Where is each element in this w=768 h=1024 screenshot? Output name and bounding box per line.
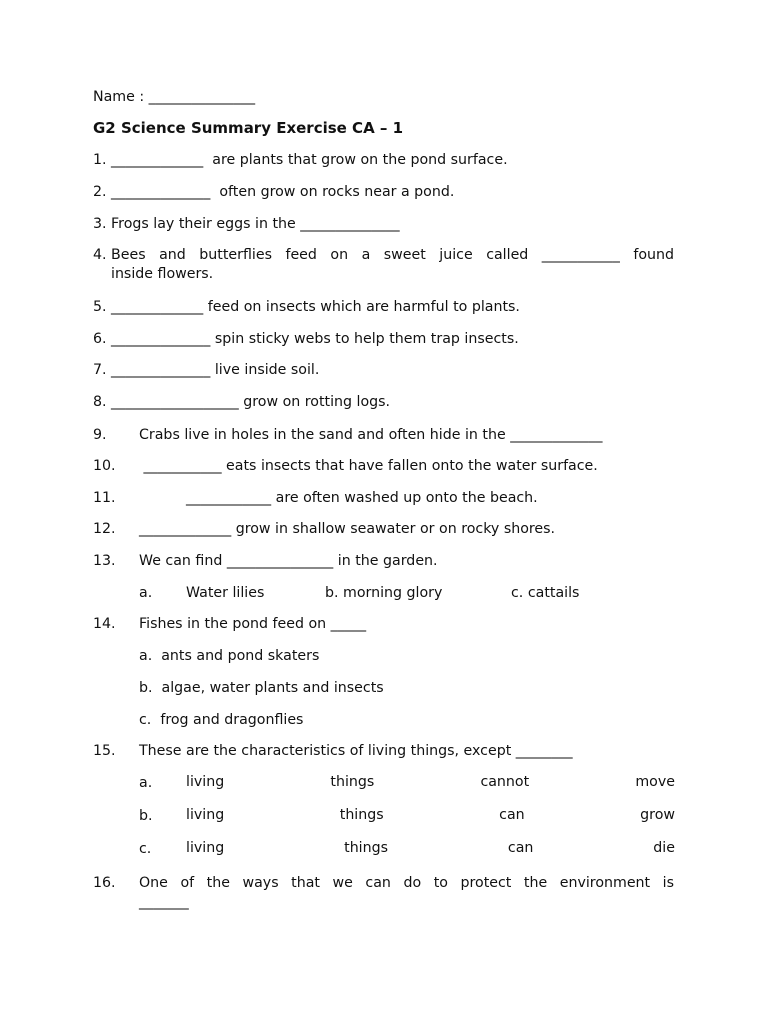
option-a (186, 774, 675, 790)
worksheet-title: G2 Science Summary Exercise CA – 1 (93, 119, 404, 137)
question-number: 16. (93, 875, 116, 891)
option-word: move (635, 774, 675, 790)
question-number: 12. (93, 521, 116, 537)
option-word: cannot (480, 774, 530, 790)
option-letter: a. (139, 775, 153, 791)
option-word: things (330, 774, 375, 790)
question-11 (93, 489, 675, 507)
question-13 (93, 552, 675, 570)
question-15 (93, 742, 675, 760)
question-12 (93, 520, 675, 538)
option-letter: c. (139, 841, 152, 857)
option-word: living (186, 807, 225, 823)
option-c (186, 840, 675, 856)
question-16 (93, 874, 675, 912)
option-word: can (499, 807, 525, 823)
question-1: 1. _____________ are plants that grow on the pond surface. (93, 152, 508, 168)
option-a: a. ants and pond skaters (139, 648, 320, 664)
question-text: ____________ are often washed up onto the beach. (186, 490, 538, 506)
question-number: 13. (93, 553, 116, 569)
option-word: living (186, 774, 225, 790)
option-word: things (344, 840, 389, 856)
option-letter: a. (139, 585, 153, 601)
question-2: 2. ______________ often grow on rocks near a pond. (93, 184, 455, 200)
option-word: can (507, 840, 534, 856)
question-text: ___________ eats insects that have fallen onto the water surface. (139, 458, 598, 474)
option-word: grow (640, 807, 675, 823)
question-number: 9. (93, 427, 107, 443)
question-5: 5. _____________ feed on insects which are harmful to plants. (93, 299, 520, 315)
question-9 (93, 426, 675, 444)
question-text: _____________ grow in shallow seawater or on rocky shores. (139, 521, 556, 537)
question-14 (93, 615, 675, 633)
question-3: 3. Frogs lay their eggs in the ______________ (93, 216, 400, 232)
question-number: 10. (93, 458, 116, 474)
question-16-line-1: One of the ways that we can do to protect the environment is (139, 875, 674, 891)
option-word: things (339, 807, 384, 823)
option-a: Water lilies (186, 585, 265, 601)
name-line: Name : _______________ (93, 89, 256, 105)
question-6: 6. ______________ spin sticky webs to help them trap insects. (93, 331, 519, 347)
question-4 (93, 246, 675, 284)
question-8: 8. __________________ grow on rotting logs. (93, 394, 391, 410)
option-letter: b. (139, 808, 153, 824)
question-text: Crabs live in holes in the sand and often hide in the _____________ (139, 427, 603, 443)
question-10 (93, 457, 675, 475)
option-c: c. cattails (511, 585, 580, 601)
question-number: 11. (93, 490, 116, 506)
question-text: Fishes in the pond feed on _____ (139, 616, 367, 632)
question-number: 4. (93, 247, 107, 263)
option-b: b. morning glory (325, 585, 443, 601)
question-16-line-2: _______ (139, 894, 189, 910)
question-4-line-1: Bees and butterflies feed on a sweet juice called ___________ found (111, 247, 674, 263)
question-4-line-2: inside flowers. (111, 266, 214, 282)
option-c: c. frog and dragonflies (139, 712, 304, 728)
question-7: 7. ______________ live inside soil. (93, 362, 320, 378)
question-text: These are the characteristics of living things, except ________ (139, 743, 573, 759)
question-text: We can find _______________ in the garden. (139, 553, 438, 569)
option-b (186, 807, 675, 823)
option-b: b. algae, water plants and insects (139, 680, 384, 696)
option-word: die (653, 840, 675, 856)
question-number: 14. (93, 616, 116, 632)
question-number: 15. (93, 743, 116, 759)
option-word: living (186, 840, 225, 856)
